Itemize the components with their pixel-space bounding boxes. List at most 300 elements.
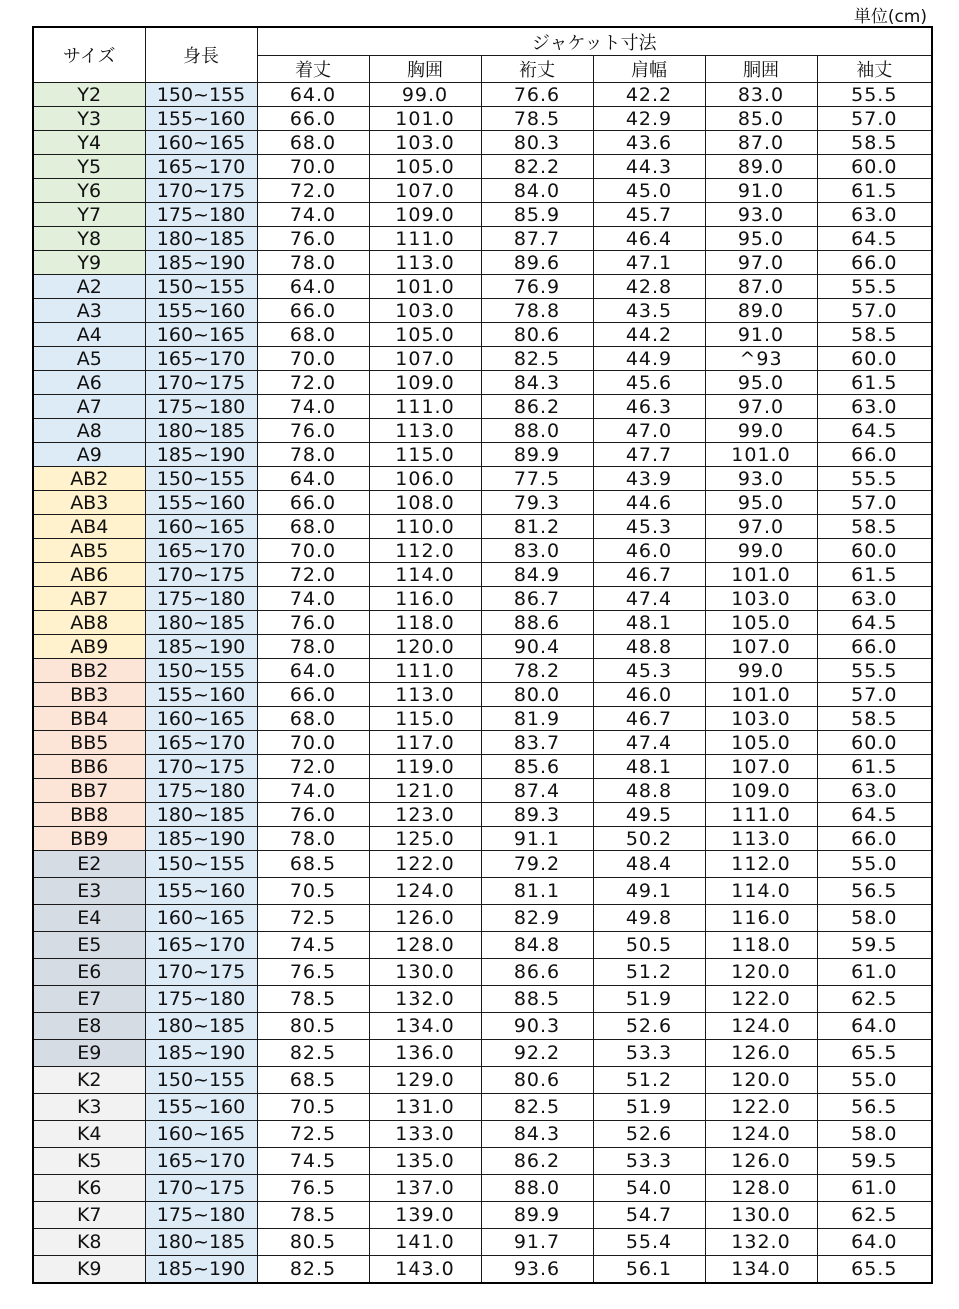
value-cell: 46.7 xyxy=(593,563,705,587)
height-cell: 150~155 xyxy=(145,83,257,107)
value-cell: 72.0 xyxy=(257,179,369,203)
value-cell: 107.0 xyxy=(705,755,817,779)
value-cell: 125.0 xyxy=(369,827,481,851)
value-cell: 80.5 xyxy=(257,1229,369,1256)
value-cell: 82.5 xyxy=(481,1094,593,1121)
value-cell: 61.5 xyxy=(817,755,932,779)
value-cell: 128.0 xyxy=(369,932,481,959)
height-cell: 180~185 xyxy=(145,611,257,635)
value-cell: 87.7 xyxy=(481,227,593,251)
value-cell: 59.5 xyxy=(817,932,932,959)
value-cell: 65.5 xyxy=(817,1256,932,1283)
value-cell: 116.0 xyxy=(705,905,817,932)
value-cell: 76.0 xyxy=(257,803,369,827)
value-cell: 55.5 xyxy=(817,467,932,491)
value-cell: 92.2 xyxy=(481,1040,593,1067)
value-cell: 81.2 xyxy=(481,515,593,539)
table-row xyxy=(33,107,932,131)
value-cell: 46.0 xyxy=(593,683,705,707)
value-cell: 80.6 xyxy=(481,1067,593,1094)
value-cell: 86.2 xyxy=(481,1148,593,1175)
value-cell: 89.0 xyxy=(705,299,817,323)
value-cell: 58.0 xyxy=(817,905,932,932)
table-row xyxy=(33,203,932,227)
value-cell: 66.0 xyxy=(257,299,369,323)
height-cell: 150~155 xyxy=(145,659,257,683)
value-cell: 86.2 xyxy=(481,395,593,419)
size-cell: A3 xyxy=(33,299,145,323)
value-cell: 91.7 xyxy=(481,1229,593,1256)
value-cell: 46.4 xyxy=(593,227,705,251)
table-row xyxy=(33,659,932,683)
value-cell: 49.8 xyxy=(593,905,705,932)
unit-label: 単位(cm) xyxy=(853,7,927,27)
table-row xyxy=(33,611,932,635)
value-cell: 81.9 xyxy=(481,707,593,731)
value-cell: 58.5 xyxy=(817,131,932,155)
table-row xyxy=(33,347,932,371)
value-cell: 57.0 xyxy=(817,299,932,323)
value-cell: 107.0 xyxy=(369,347,481,371)
size-cell: E5 xyxy=(33,932,145,959)
size-cell: BB3 xyxy=(33,683,145,707)
value-cell: 43.5 xyxy=(593,299,705,323)
value-cell: 82.5 xyxy=(257,1256,369,1283)
value-cell: 143.0 xyxy=(369,1256,481,1283)
table-row xyxy=(33,683,932,707)
value-cell: 132.0 xyxy=(705,1229,817,1256)
size-cell: AB2 xyxy=(33,467,145,491)
value-cell: 84.3 xyxy=(481,371,593,395)
value-cell: 56.5 xyxy=(817,878,932,905)
value-cell: 90.3 xyxy=(481,1013,593,1040)
height-cell: 170~175 xyxy=(145,371,257,395)
value-cell: 66.0 xyxy=(257,683,369,707)
header-shoulder-width: 肩幅 xyxy=(593,56,705,83)
value-cell: 66.0 xyxy=(257,107,369,131)
height-cell: 175~180 xyxy=(145,203,257,227)
height-cell: 165~170 xyxy=(145,1148,257,1175)
value-cell: 76.0 xyxy=(257,419,369,443)
value-cell: 83.0 xyxy=(481,539,593,563)
height-cell: 160~165 xyxy=(145,1121,257,1148)
value-cell: 82.2 xyxy=(481,155,593,179)
value-cell: 95.0 xyxy=(705,227,817,251)
value-cell: 45.7 xyxy=(593,203,705,227)
value-cell: 120.0 xyxy=(705,959,817,986)
table-row xyxy=(33,83,932,107)
value-cell: 44.2 xyxy=(593,323,705,347)
value-cell: 120.0 xyxy=(705,1067,817,1094)
value-cell: 90.4 xyxy=(481,635,593,659)
height-cell: 175~180 xyxy=(145,587,257,611)
table-row xyxy=(33,878,932,905)
value-cell: 78.5 xyxy=(257,986,369,1013)
value-cell: 93.0 xyxy=(705,467,817,491)
value-cell: 103.0 xyxy=(369,299,481,323)
value-cell: 63.0 xyxy=(817,587,932,611)
value-cell: 97.0 xyxy=(705,515,817,539)
height-cell: 170~175 xyxy=(145,179,257,203)
height-cell: 185~190 xyxy=(145,251,257,275)
value-cell: 78.5 xyxy=(257,1202,369,1229)
value-cell: 122.0 xyxy=(705,986,817,1013)
value-cell: 131.0 xyxy=(369,1094,481,1121)
value-cell: 89.0 xyxy=(705,155,817,179)
value-cell: 68.0 xyxy=(257,131,369,155)
value-cell: 105.0 xyxy=(369,323,481,347)
height-cell: 175~180 xyxy=(145,986,257,1013)
value-cell: 68.5 xyxy=(257,1067,369,1094)
value-cell: 82.5 xyxy=(257,1040,369,1067)
height-cell: 150~155 xyxy=(145,467,257,491)
size-cell: Y3 xyxy=(33,107,145,131)
value-cell: 70.0 xyxy=(257,155,369,179)
table-row xyxy=(33,515,932,539)
value-cell: 55.5 xyxy=(817,659,932,683)
table-row xyxy=(33,323,932,347)
table-row xyxy=(33,1121,932,1148)
table-row xyxy=(33,986,932,1013)
value-cell: 82.9 xyxy=(481,905,593,932)
header-size: サイズ xyxy=(33,27,145,83)
value-cell: ^93 xyxy=(705,347,817,371)
value-cell: 87.0 xyxy=(705,275,817,299)
value-cell: 64.5 xyxy=(817,803,932,827)
height-cell: 160~165 xyxy=(145,515,257,539)
value-cell: 68.0 xyxy=(257,515,369,539)
size-cell: E3 xyxy=(33,878,145,905)
value-cell: 91.0 xyxy=(705,179,817,203)
value-cell: 78.0 xyxy=(257,635,369,659)
table-row xyxy=(33,851,932,878)
value-cell: 123.0 xyxy=(369,803,481,827)
value-cell: 126.0 xyxy=(705,1148,817,1175)
value-cell: 110.0 xyxy=(369,515,481,539)
height-cell: 155~160 xyxy=(145,683,257,707)
value-cell: 60.0 xyxy=(817,539,932,563)
table-row xyxy=(33,1148,932,1175)
value-cell: 86.6 xyxy=(481,959,593,986)
value-cell: 57.0 xyxy=(817,491,932,515)
height-cell: 155~160 xyxy=(145,491,257,515)
value-cell: 124.0 xyxy=(369,878,481,905)
value-cell: 87.0 xyxy=(705,131,817,155)
height-cell: 185~190 xyxy=(145,1040,257,1067)
value-cell: 112.0 xyxy=(369,539,481,563)
value-cell: 74.5 xyxy=(257,1148,369,1175)
size-cell: Y5 xyxy=(33,155,145,179)
size-cell: E8 xyxy=(33,1013,145,1040)
table-row xyxy=(33,227,932,251)
value-cell: 105.0 xyxy=(369,155,481,179)
value-cell: 45.6 xyxy=(593,371,705,395)
value-cell: 107.0 xyxy=(705,635,817,659)
value-cell: 84.0 xyxy=(481,179,593,203)
size-cell: BB7 xyxy=(33,779,145,803)
table-row xyxy=(33,1094,932,1121)
table-row xyxy=(33,371,932,395)
size-cell: E7 xyxy=(33,986,145,1013)
header-length: 着丈 xyxy=(257,56,369,83)
value-cell: 113.0 xyxy=(369,683,481,707)
size-cell: E9 xyxy=(33,1040,145,1067)
value-cell: 117.0 xyxy=(369,731,481,755)
header-waist: 胴囲 xyxy=(705,56,817,83)
size-cell: E2 xyxy=(33,851,145,878)
size-cell: A5 xyxy=(33,347,145,371)
value-cell: 91.0 xyxy=(705,323,817,347)
value-cell: 78.8 xyxy=(481,299,593,323)
size-cell: K8 xyxy=(33,1229,145,1256)
value-cell: 115.0 xyxy=(369,443,481,467)
value-cell: 57.0 xyxy=(817,683,932,707)
height-cell: 170~175 xyxy=(145,755,257,779)
value-cell: 137.0 xyxy=(369,1175,481,1202)
value-cell: 87.4 xyxy=(481,779,593,803)
size-cell: BB5 xyxy=(33,731,145,755)
value-cell: 64.5 xyxy=(817,419,932,443)
height-cell: 155~160 xyxy=(145,878,257,905)
height-cell: 185~190 xyxy=(145,635,257,659)
value-cell: 66.0 xyxy=(817,827,932,851)
value-cell: 86.7 xyxy=(481,587,593,611)
value-cell: 130.0 xyxy=(369,959,481,986)
value-cell: 115.0 xyxy=(369,707,481,731)
value-cell: 136.0 xyxy=(369,1040,481,1067)
size-cell: BB2 xyxy=(33,659,145,683)
height-cell: 155~160 xyxy=(145,299,257,323)
table-row xyxy=(33,251,932,275)
value-cell: 89.9 xyxy=(481,1202,593,1229)
value-cell: 58.0 xyxy=(817,1121,932,1148)
value-cell: 64.5 xyxy=(817,227,932,251)
value-cell: 46.3 xyxy=(593,395,705,419)
value-cell: 95.0 xyxy=(705,491,817,515)
value-cell: 62.5 xyxy=(817,1202,932,1229)
value-cell: 72.5 xyxy=(257,1121,369,1148)
height-cell: 185~190 xyxy=(145,827,257,851)
value-cell: 111.0 xyxy=(705,803,817,827)
value-cell: 60.0 xyxy=(817,155,932,179)
table-row xyxy=(33,1229,932,1256)
value-cell: 43.9 xyxy=(593,467,705,491)
value-cell: 48.1 xyxy=(593,611,705,635)
size-cell: Y9 xyxy=(33,251,145,275)
table-row xyxy=(33,905,932,932)
table-row xyxy=(33,131,932,155)
value-cell: 70.5 xyxy=(257,1094,369,1121)
value-cell: 111.0 xyxy=(369,227,481,251)
height-cell: 160~165 xyxy=(145,905,257,932)
table-row xyxy=(33,419,932,443)
value-cell: 111.0 xyxy=(369,395,481,419)
value-cell: 132.0 xyxy=(369,986,481,1013)
table-row xyxy=(33,1040,932,1067)
value-cell: 60.0 xyxy=(817,347,932,371)
value-cell: 95.0 xyxy=(705,371,817,395)
size-cell: A6 xyxy=(33,371,145,395)
value-cell: 63.0 xyxy=(817,395,932,419)
value-cell: 53.3 xyxy=(593,1040,705,1067)
table-row xyxy=(33,275,932,299)
height-cell: 160~165 xyxy=(145,323,257,347)
height-cell: 180~185 xyxy=(145,803,257,827)
table-row xyxy=(33,443,932,467)
size-cell: E6 xyxy=(33,959,145,986)
value-cell: 119.0 xyxy=(369,755,481,779)
value-cell: 130.0 xyxy=(705,1202,817,1229)
table-row xyxy=(33,155,932,179)
value-cell: 63.0 xyxy=(817,779,932,803)
value-cell: 99.0 xyxy=(705,659,817,683)
value-cell: 70.0 xyxy=(257,347,369,371)
value-cell: 68.0 xyxy=(257,707,369,731)
value-cell: 129.0 xyxy=(369,1067,481,1094)
value-cell: 105.0 xyxy=(705,731,817,755)
table-row xyxy=(33,731,932,755)
value-cell: 54.7 xyxy=(593,1202,705,1229)
value-cell: 84.9 xyxy=(481,563,593,587)
value-cell: 76.0 xyxy=(257,611,369,635)
value-cell: 55.4 xyxy=(593,1229,705,1256)
size-cell: BB8 xyxy=(33,803,145,827)
value-cell: 121.0 xyxy=(369,779,481,803)
value-cell: 66.0 xyxy=(817,443,932,467)
height-cell: 175~180 xyxy=(145,1202,257,1229)
value-cell: 45.3 xyxy=(593,515,705,539)
size-cell: A9 xyxy=(33,443,145,467)
table-row xyxy=(33,539,932,563)
value-cell: 42.2 xyxy=(593,83,705,107)
value-cell: 70.5 xyxy=(257,878,369,905)
size-cell: K3 xyxy=(33,1094,145,1121)
height-cell: 165~170 xyxy=(145,155,257,179)
value-cell: 124.0 xyxy=(705,1121,817,1148)
height-cell: 150~155 xyxy=(145,1067,257,1094)
value-cell: 78.0 xyxy=(257,251,369,275)
value-cell: 66.0 xyxy=(257,491,369,515)
size-cell: AB6 xyxy=(33,563,145,587)
value-cell: 112.0 xyxy=(705,851,817,878)
size-cell: K6 xyxy=(33,1175,145,1202)
value-cell: 57.0 xyxy=(817,107,932,131)
table-row xyxy=(33,755,932,779)
height-cell: 150~155 xyxy=(145,851,257,878)
value-cell: 70.0 xyxy=(257,731,369,755)
size-cell: AB3 xyxy=(33,491,145,515)
value-cell: 77.5 xyxy=(481,467,593,491)
value-cell: 51.9 xyxy=(593,1094,705,1121)
header-sleeve-length: 袖丈 xyxy=(817,56,932,83)
height-cell: 165~170 xyxy=(145,932,257,959)
table-row xyxy=(33,1175,932,1202)
value-cell: 80.6 xyxy=(481,323,593,347)
value-cell: 78.2 xyxy=(481,659,593,683)
value-cell: 52.6 xyxy=(593,1121,705,1148)
value-cell: 72.0 xyxy=(257,371,369,395)
height-cell: 165~170 xyxy=(145,539,257,563)
value-cell: 78.0 xyxy=(257,443,369,467)
value-cell: 103.0 xyxy=(705,587,817,611)
value-cell: 44.6 xyxy=(593,491,705,515)
value-cell: 133.0 xyxy=(369,1121,481,1148)
value-cell: 51.2 xyxy=(593,1067,705,1094)
value-cell: 74.0 xyxy=(257,395,369,419)
size-cell: A4 xyxy=(33,323,145,347)
value-cell: 60.0 xyxy=(817,731,932,755)
value-cell: 80.5 xyxy=(257,1013,369,1040)
value-cell: 76.9 xyxy=(481,275,593,299)
table-row xyxy=(33,1067,932,1094)
height-cell: 180~185 xyxy=(145,419,257,443)
value-cell: 74.5 xyxy=(257,932,369,959)
value-cell: 74.0 xyxy=(257,779,369,803)
table-row xyxy=(33,1013,932,1040)
value-cell: 76.6 xyxy=(481,83,593,107)
value-cell: 44.3 xyxy=(593,155,705,179)
value-cell: 56.5 xyxy=(817,1094,932,1121)
size-cell: K7 xyxy=(33,1202,145,1229)
value-cell: 46.7 xyxy=(593,707,705,731)
size-cell: Y6 xyxy=(33,179,145,203)
size-cell: AB5 xyxy=(33,539,145,563)
value-cell: 42.9 xyxy=(593,107,705,131)
height-cell: 175~180 xyxy=(145,395,257,419)
value-cell: 58.5 xyxy=(817,515,932,539)
value-cell: 55.0 xyxy=(817,851,932,878)
value-cell: 65.5 xyxy=(817,1040,932,1067)
value-cell: 101.0 xyxy=(369,107,481,131)
value-cell: 101.0 xyxy=(705,563,817,587)
table-row xyxy=(33,467,932,491)
value-cell: 56.1 xyxy=(593,1256,705,1283)
value-cell: 76.5 xyxy=(257,959,369,986)
value-cell: 72.0 xyxy=(257,563,369,587)
value-cell: 108.0 xyxy=(369,491,481,515)
size-cell: A2 xyxy=(33,275,145,299)
value-cell: 118.0 xyxy=(705,932,817,959)
value-cell: 46.0 xyxy=(593,539,705,563)
value-cell: 122.0 xyxy=(369,851,481,878)
value-cell: 85.9 xyxy=(481,203,593,227)
height-cell: 150~155 xyxy=(145,275,257,299)
value-cell: 72.5 xyxy=(257,905,369,932)
height-cell: 155~160 xyxy=(145,107,257,131)
value-cell: 120.0 xyxy=(369,635,481,659)
size-cell: A8 xyxy=(33,419,145,443)
value-cell: 70.0 xyxy=(257,539,369,563)
height-cell: 160~165 xyxy=(145,707,257,731)
value-cell: 128.0 xyxy=(705,1175,817,1202)
value-cell: 88.6 xyxy=(481,611,593,635)
value-cell: 78.5 xyxy=(481,107,593,131)
value-cell: 126.0 xyxy=(705,1040,817,1067)
value-cell: 88.0 xyxy=(481,419,593,443)
value-cell: 43.6 xyxy=(593,131,705,155)
table-row xyxy=(33,395,932,419)
table-row xyxy=(33,707,932,731)
value-cell: 99.0 xyxy=(705,539,817,563)
value-cell: 49.5 xyxy=(593,803,705,827)
value-cell: 109.0 xyxy=(369,371,481,395)
value-cell: 99.0 xyxy=(705,419,817,443)
value-cell: 66.0 xyxy=(817,635,932,659)
value-cell: 64.0 xyxy=(257,83,369,107)
value-cell: 74.0 xyxy=(257,587,369,611)
value-cell: 113.0 xyxy=(369,251,481,275)
size-cell: BB6 xyxy=(33,755,145,779)
